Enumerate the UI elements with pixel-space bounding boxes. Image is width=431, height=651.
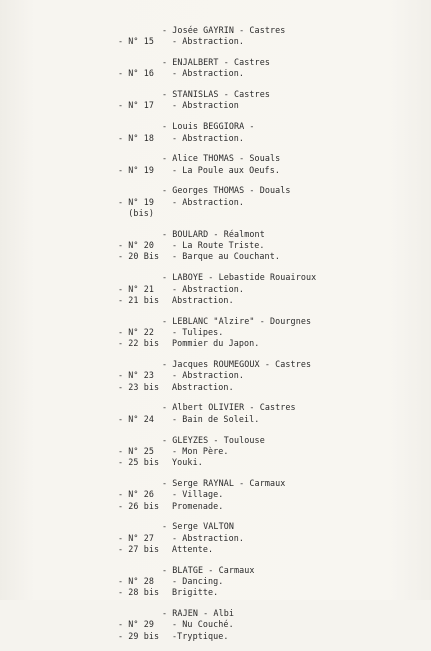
artwork-title: - Dancing.	[172, 575, 224, 586]
artwork-line	[0, 446, 431, 457]
artwork-line	[0, 208, 431, 219]
artwork-number: - N° 20	[118, 240, 154, 251]
artwork-line	[0, 68, 431, 79]
artist-name: - LEBLANC "Alzire" - Dourgnes	[162, 315, 312, 326]
artwork-title: - Abstraction	[172, 100, 239, 111]
artwork-title: - Mon Père.	[172, 445, 229, 456]
artwork-title: - Abstraction.	[172, 196, 244, 207]
artwork-line	[0, 533, 431, 544]
artwork-title: - Abstraction.	[172, 68, 244, 79]
artwork-title: Brigitte.	[172, 587, 219, 598]
artwork-title: - Village.	[172, 489, 224, 500]
artwork-title: Promenade.	[172, 500, 224, 511]
artwork-title: - La Route Triste.	[172, 240, 265, 251]
catalogue-entry	[0, 229, 431, 263]
catalogue-entry	[0, 359, 431, 393]
artwork-line	[0, 36, 431, 47]
artist-name: - LABOYE - Lebastide Rouairoux	[162, 272, 317, 283]
artwork-number: - N° 19	[118, 164, 154, 175]
artwork-number: (bis)	[118, 208, 154, 219]
artist-name: - Serge RAYNAL - Carmaux	[162, 477, 286, 488]
artwork-number: - N° 28	[118, 575, 154, 586]
artwork-number: - N° 15	[118, 36, 154, 47]
artwork-title: - Abstraction.	[172, 283, 244, 294]
artwork-line	[0, 576, 431, 587]
artwork-number: - 27 bis	[118, 543, 160, 554]
catalogue-entry	[0, 121, 431, 144]
artwork-title: - Nu Couché.	[172, 619, 234, 630]
catalogue-entry	[0, 478, 431, 512]
artwork-line	[0, 382, 431, 393]
catalogue-entry	[0, 89, 431, 112]
artwork-title: Youki.	[172, 457, 203, 468]
artwork-line	[0, 240, 431, 251]
artist-name: - Josée GAYRIN - Castres	[162, 25, 286, 35]
artwork-title: Attente.	[172, 543, 214, 554]
artwork-line	[0, 133, 431, 144]
artwork-number: - N° 18	[118, 132, 154, 143]
artwork-title: Pommier du Japon.	[172, 338, 260, 349]
artwork-line	[0, 631, 431, 642]
catalogue-entry	[0, 608, 431, 642]
artwork-number: - N° 22	[118, 326, 154, 337]
artwork-title: - Tulipes.	[172, 326, 224, 337]
artwork-line	[0, 370, 431, 381]
artist-name: - Alice THOMAS - Souals	[162, 153, 281, 164]
exhibition-catalogue-list	[0, 25, 431, 651]
artwork-number: - N° 21	[118, 283, 154, 294]
artwork-line	[0, 327, 431, 338]
artist-name: - RAJEN - Albi	[162, 608, 234, 619]
artwork-line	[0, 295, 431, 306]
artwork-number: - 25 bis	[118, 457, 160, 468]
artwork-number: - N° 27	[118, 532, 154, 543]
artwork-line	[0, 619, 431, 630]
artist-name: - BLATGE - Carmaux	[162, 564, 255, 575]
artwork-title: - Bain de Soleil.	[172, 413, 260, 424]
catalogue-entry	[0, 57, 431, 80]
artwork-number: - 29 bis	[118, 630, 160, 641]
artist-name: - BOULARD - Réalmont	[162, 228, 265, 239]
artwork-title: Abstraction.	[172, 381, 234, 392]
artwork-line	[0, 284, 431, 295]
artwork-number: - N° 17	[118, 100, 154, 111]
artwork-number: - N° 29	[118, 619, 154, 630]
artwork-title: - Abstraction.	[172, 370, 244, 381]
artist-name: - Serge VALTON	[162, 521, 234, 532]
artwork-number: - N° 25	[118, 445, 154, 456]
artwork-title: - Abstraction.	[172, 132, 244, 143]
artwork-number: - 22 bis	[118, 338, 160, 349]
artwork-line	[0, 100, 431, 111]
artwork-number: - 20 Bis	[118, 251, 160, 262]
catalogue-entry	[0, 435, 431, 469]
artwork-number: - 26 bis	[118, 500, 160, 511]
artwork-line	[0, 544, 431, 555]
catalogue-entry	[0, 153, 431, 176]
artwork-title: - Abstraction.	[172, 36, 244, 47]
artwork-line	[0, 457, 431, 468]
artwork-line	[0, 251, 431, 262]
artwork-number: - N° 23	[118, 370, 154, 381]
catalogue-entry	[0, 565, 431, 599]
artwork-number: - 28 bis	[118, 587, 160, 598]
artist-name: - Jacques ROUMEGOUX - Castres	[162, 359, 312, 370]
artwork-line	[0, 165, 431, 176]
artwork-title: - Barque au Couchant.	[172, 251, 280, 262]
artist-name: - Georges THOMAS - Douals	[162, 185, 291, 196]
artwork-line	[0, 338, 431, 349]
catalogue-entry	[0, 272, 431, 306]
artwork-line	[0, 501, 431, 512]
artwork-number: - 21 bis	[118, 294, 160, 305]
artwork-title: - La Poule aux Oeufs.	[172, 164, 280, 175]
artwork-line	[0, 489, 431, 500]
catalogue-entry	[0, 25, 431, 48]
artwork-title: -Tryptique.	[172, 630, 229, 641]
catalogue-entry	[0, 316, 431, 350]
artwork-title: - Abstraction.	[172, 532, 244, 543]
catalogue-entry	[0, 402, 431, 425]
artwork-line	[0, 587, 431, 598]
artwork-number: - N° 24	[118, 413, 154, 424]
artist-name: - STANISLAS - Castres	[162, 89, 270, 100]
artist-name: - ENJALBERT - Castres	[162, 57, 270, 68]
artwork-number: - N° 19	[118, 196, 154, 207]
artwork-number: - N° 26	[118, 489, 154, 500]
artwork-number: - N° 16	[118, 68, 154, 79]
catalogue-entry	[0, 185, 431, 219]
artist-name: - Albert OLIVIER - Castres	[162, 402, 296, 413]
artwork-title: Abstraction.	[172, 294, 234, 305]
artwork-line	[0, 197, 431, 208]
catalogue-entry	[0, 521, 431, 555]
artist-name: - Louis BEGGIORA -	[162, 121, 255, 132]
artwork-number: - 23 bis	[118, 381, 160, 392]
artist-name: - GLEYZES - Toulouse	[162, 434, 265, 445]
artwork-line	[0, 414, 431, 425]
